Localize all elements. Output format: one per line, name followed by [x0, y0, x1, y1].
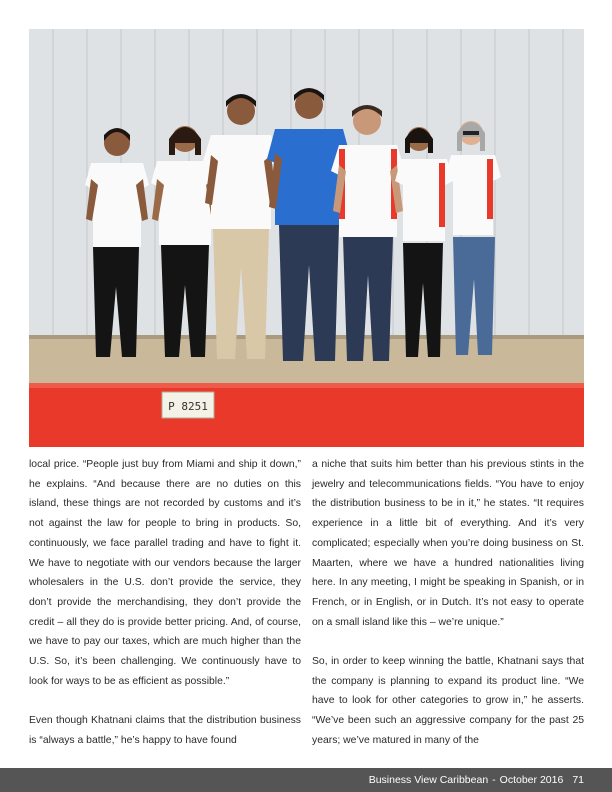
- team-photo: [29, 29, 584, 447]
- plate-number: P 8251: [168, 400, 208, 413]
- team-photo-illustration: [29, 29, 584, 447]
- issue-date: October 2016: [499, 774, 564, 786]
- footer-separator: -: [492, 774, 496, 786]
- article-paragraph: a niche that suits him better than his previous stints in the jewelry and telecommunications fields. “You have to enjoy the distribution business to be in it,” he states. “It requires experience in a little bit of everything. And it’s very complicated; especially when you’re doing business on St. Maarten, where we have a hundred nationalities living here. In any meeting, I might be speaking in Spanish, or in French, or in English, or in Dutch. It’s not easy to operate on a small island like this – we’re unique.”: [312, 459, 584, 628]
- article-right-column: [312, 455, 584, 751]
- article-left-column: [29, 455, 301, 751]
- page-footer: [0, 768, 612, 792]
- article-paragraph: local price. “People just buy from Miami and ship it down,” he explains. “And because there are no duties on this island, these things are not recorded by customs and it’s not against the law for people to bring in products. So, continuously, we face parallel trading and have to fight it. We have to negotiate with our vendors because the larger wholesalers in the U.S. don’t provide the service, they don’t provide the merchandising, they don’t provide the credit – all they do is provide better pricing. And, of course, we have to pay our taxes, which are much higher than the U.S. So, it’s been challenging. We continuously have to look for ways to be as efficient as possible.”: [29, 459, 301, 687]
- publication-name: Business View Caribbean: [368, 774, 489, 786]
- article-paragraph: So, in order to keep winning the battle, Khatnani says that the company is planning to expand its product line. “We have to look for other categories to grow in,” he asserts. “We’ve been such an aggressive company for the past 25 years; we’ve matured in many of the: [312, 656, 584, 746]
- article-paragraph: Even though Khatnani claims that the distribution business is “always a battle,” he’s happy to have found: [29, 715, 301, 746]
- page-number: 71: [572, 774, 584, 786]
